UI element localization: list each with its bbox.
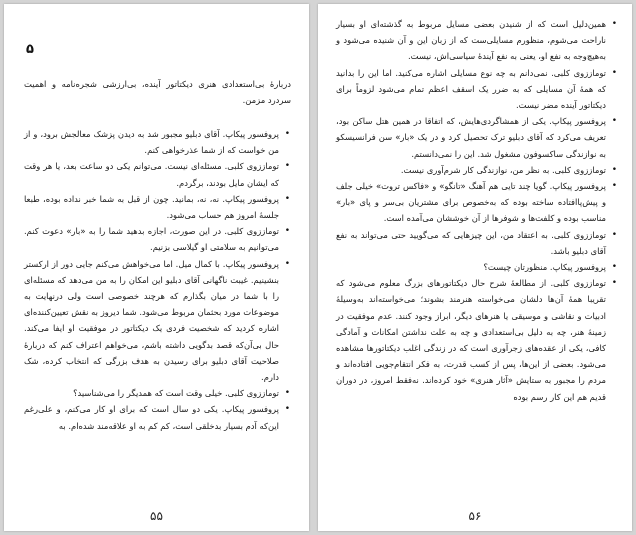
page-56 (318, 4, 632, 531)
page-number: ۵۵ (150, 509, 163, 523)
dialogue-line: • پروفسور پیکاپ. یکی دو سال است که برای او کار می‌کنم، و علی‌رغم این‌که آدم بسیار بدخلقی است، کم کم به او علاقه‌مند شده‌ام. به (24, 401, 291, 433)
page-55 (4, 4, 309, 531)
chapter-number: ۵ (26, 42, 34, 57)
dialogue-line: • توماززوی کلبی. به نظر من، نوازندگی کار شرم‌آوری نیست. (336, 162, 618, 178)
dialogue-list-left (24, 126, 291, 434)
dialogue-line: • پروفسور پیکاپ. یکی از همشاگردی‌هایش، که اتفاقا در همین هتل ساکن بود، تعریف می‌کرد که آقای دبلیو ترک تحصیل کرد و در یک «بار» سن فرانسیسکو به نوازندگی ساکسوفون مشغول شد. این را نمی‌دانستم. (336, 113, 618, 162)
dialogue-line: • توماززوی کلبی. به اعتقاد من، این چیزهایی که می‌گویید حتی می‌تواند به نفع آقای دبلیو باشد. (336, 227, 618, 259)
chapter-intro: دربارهٔ بی‌استعدادی هنری دیکتاتور آینده، بی‌ارزشی شجره‌نامه و اهمیت سردرد مزمن. (24, 79, 291, 106)
dialogue-line: • پروفسور پیکاپ. منظورتان چیست؟ (336, 259, 618, 275)
dialogue-line: • توماززوی کلبی. در این صورت، اجازه بدهید شما را به «بار» دعوت کنم. می‌توانیم به سلامتی او گیلاسی بزنیم. (24, 223, 291, 255)
dialogue-line: • پروفسور پیکاپ. نه، نه، بمانید. چون از قبل به شما خبر نداده بوده، طبعا جلسهٔ امروز هم حساب می‌شود. (24, 191, 291, 223)
dialogue-line: • توماززوی کلبی. خیلی وقت است که همدیگر را می‌شناسید؟ (24, 385, 291, 401)
dialogue-line: • توماززوی کلبی. نمی‌دانم به چه نوع مسایلی اشاره می‌کنید. اما این را بدانید که همهٔ آن مسایلی که به ضرر یک اسقف اعظم تمام می‌شود لزوماً برای دیکتاتور آینده مضر نیست. (336, 65, 618, 114)
dialogue-line: • توماززوی کلبی. مسئله‌ای نیست. می‌توانم یکی دو ساعت بعد، یا هر وقت که ایشان مایل بودند، برگردم. (24, 158, 291, 190)
dialogue-line: • پروفسور پیکاپ. گویا چند تایی هم آهنگ «تانگو» و «فاکس تروت» خیلی جلف و پیش‌پاافتاده ساخته بوده که به‌خصوص برای مشتریان بی‌سر و پای «بار» مناسب بوده و کلفت‌ها و شوفرها از آن خوششان می‌آمده است. (336, 178, 618, 227)
dialogue-line: • پروفسور پیکاپ. با کمال میل. اما می‌خواهش می‌کنم جایی دور از ارکستر بنشینیم. غیبت ناگهانی آقای دبلیو این امکان را به من می‌دهد که مسئله‌ای را با شما در میان بگذارم که هرچند خصوصی است ولی درنهایت به موضوعات مورد بحثمان مربوط می‌شود. شما دیروز به نقش تعیین‌کننده‌ای اشاره کردید که شخصیت فردی یک دیکتاتور در موفقیت او ایفا می‌کند. حال بی‌آن‌که قصد بدگویی داشته باشم، می‌خواهم اعتراف کنم که دربارهٔ صلاحیت آقای دبلیو برای رسیدن به هدف بزرگی که انتخاب کرده، شک دارم. (24, 256, 291, 386)
dialogue-line: • توماززوی کلبی. از مطالعهٔ شرح حال دیکتاتورهای بزرگ معلوم می‌شود که تقریبا همهٔ آن‌ها دلشان می‌خواسته هنرمند بشوند؛ می‌خواسته‌اند به‌وسیلهٔ ادبیات و نقاشی و موسیقی یا هنرهای دیگر، ابراز وجود کنند. عدم موفقیت در زمینهٔ هنر، چه به دلیل بی‌استعدادی و چه به علت نداشتن امکانات و آمادگی کافی، یکی از عقده‌های زجرآوری است که در زندگی اغلب دیکتاتورها مشاهده می‌شود. بعضی از این‌ها، پس از کسب قدرت، به فکر انتقام‌جویی افتاده‌اند و مردم را مجبور به ستایش «آثار هنری» خود کرده‌اند. نه‌فقط امروز، در دوران قدیم هم این کار رسم بوده (336, 275, 618, 405)
dialogue-line: • پروفسور پیکاپ. آقای دبلیو مجبور شد به دیدن پزشک معالجش برود، و از من خواست که از شما عذرخواهی کنم. (24, 126, 291, 158)
dialogue-line: • همین‌دلیل است که از شنیدن بعضی مسایل مربوط به گذشته‌ای او بسیار ناراحت می‌شوم، منظورم مسایلی‌ست که از زبان این و آن شنیده می‌شود و به‌هیچ‌وجه به نفع او، یعنی به نفع آیندهٔ سیاسی‌اش، نیست. (336, 16, 618, 65)
page-number: ۵۶ (468, 509, 482, 523)
dialogue-list-right (336, 16, 618, 405)
